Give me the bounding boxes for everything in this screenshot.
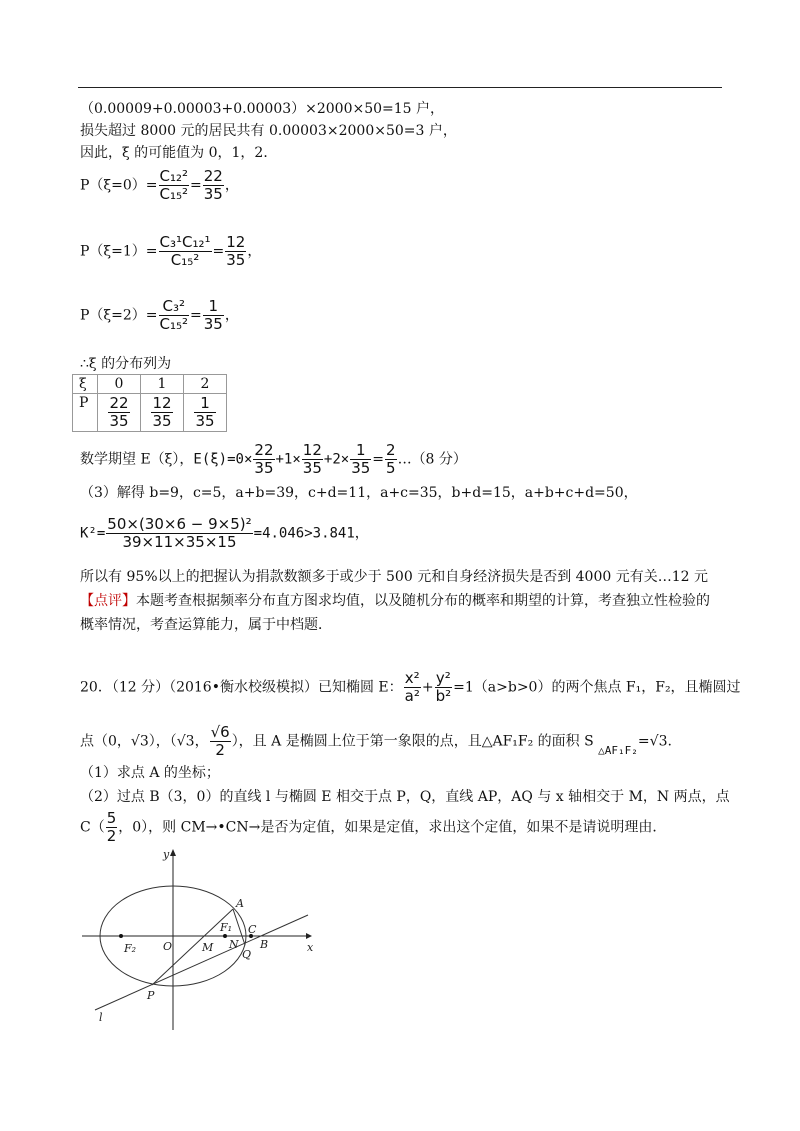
- header-rule: [78, 87, 722, 88]
- prob-label: P（ξ=1）=: [80, 243, 158, 260]
- y-axis-arrow-icon: [170, 849, 176, 856]
- label-y: y: [163, 848, 170, 861]
- label-l: l: [99, 1011, 103, 1024]
- result-fraction: $\frac{22}{35}$: [203, 167, 223, 203]
- problem-20-line-2: 点（0，√3），（√3， $\frac{√6}{2}$ ），且 A 是椭圆上位于第一象限的点，且△AF₁F₂ 的面积 S $_{\triangle AF_1F_2}$=√3.: [80, 723, 672, 759]
- table-cell: 1: [141, 375, 184, 394]
- question-2: （2）过点 B（3，0）的直线 l 与椭圆 E 相交于点 P，Q，直线 AP，AQ 与 x 轴相交于 M，N 两点，点: [80, 789, 730, 805]
- label-m: M: [202, 941, 214, 954]
- prob-label: P（ξ=2）=: [80, 307, 158, 324]
- expectation-line: 数学期望 E（ξ），E(ξ)=0× $\frac{22}{35}$ +1× $\frac{12}{35}$ +2× $\frac{1}{35}$ = $\frac{2}{5}$ …（8 分）: [80, 441, 467, 477]
- comment-line-1: 【点评】本题考查根据频率分布直方图求均值，以及随机分布的概率和期望的计算，考查独立性检验的: [80, 593, 710, 609]
- comb-fraction: $\frac{\text{C₃¹C₁₂¹}}{\text{C₁₅²}}$: [159, 233, 211, 269]
- point-f1: [223, 934, 227, 938]
- ellipse-figure: [80, 840, 340, 1040]
- label-n: N: [229, 938, 239, 951]
- problem-20-header: 20．（12 分）（2016•衡水校级模拟）已知椭圆 E： $\frac{\text{x²}}{\text{a²}}$ + $\frac{\text{y²}}{\text{b²}}$ =1（a>b>0）的两个焦点 F₁，F₂，且椭圆过: [80, 669, 741, 705]
- table-cell: ξ: [73, 375, 98, 394]
- conclusion-line: 所以有 95%以上的把握认为捐款数额多于或少于 500 元和自身经济损失是否到 4000 元有关…12 元: [80, 569, 708, 585]
- prob-xi-1: P（ξ=1）= $\frac{\text{C₃¹C₁₂¹}}{\text{C₁₅²}}$ = $\frac{12}{35}$ ，: [80, 233, 262, 269]
- label-f1: F₁: [220, 921, 233, 934]
- label-c: C: [248, 923, 257, 936]
- distribution-intro: ∴ξ 的分布列为: [80, 356, 172, 372]
- table-cell: $\frac{22}{35}$: [98, 394, 141, 432]
- prob-xi-2: P（ξ=2）= $\frac{\text{C₃²}}{\text{C₁₅²}}$ = $\frac{1}{35}$ ，: [80, 297, 239, 333]
- line-l: [95, 915, 308, 1010]
- chi-square-line: K²= $\frac{\text{50×(30×6 − 9×5)²}}{39\times 11\times 35\times 15}$ =4.046>3.841，: [80, 515, 369, 551]
- text-line-1: （0.00009+0.00003+0.00003）×2000×50=15 户，: [80, 101, 445, 117]
- comment-tag: 【点评】: [80, 593, 136, 609]
- part-3-line: （3）解得 b=9，c=5，a+b=39，c+d=11，a+c=35，b+d=15，a+b+c+d=50，: [80, 485, 638, 501]
- table-cell: $\frac{12}{35}$: [141, 394, 184, 432]
- result-fraction: $\frac{1}{35}$: [203, 297, 223, 333]
- text-line-2: 损失超过 8000 元的居民共有 0.00003×2000×50=3 户，: [80, 123, 457, 139]
- prob-label: P（ξ=0）=: [80, 177, 158, 194]
- label-q: Q: [242, 948, 252, 961]
- label-o: O: [163, 940, 173, 953]
- comb-fraction: $\frac{\text{C₃²}}{\text{C₁₅²}}$: [159, 297, 189, 333]
- table-cell: $\frac{1}{35}$: [184, 394, 227, 432]
- label-f2: F₂: [124, 942, 137, 955]
- label-a: A: [236, 897, 244, 910]
- table-cell: P: [73, 394, 98, 432]
- point-f2: [119, 934, 123, 938]
- table-cell: 2: [184, 375, 227, 394]
- x-axis-arrow-icon: [306, 933, 312, 939]
- result-fraction: $\frac{12}{35}$: [226, 233, 246, 269]
- text-line-3: 因此，ξ 的可能值为 0，1，2．: [80, 145, 278, 161]
- comb-fraction: $\frac{\text{C₁₂²}}{\text{C₁₅²}}$: [159, 167, 189, 203]
- comment-line-2: 概率情况，考查运算能力，属于中档题．: [80, 617, 332, 633]
- label-p: P: [147, 989, 155, 1002]
- question-1: （1）求点 A 的坐标；: [80, 765, 220, 781]
- distribution-table: [72, 374, 227, 432]
- table-row: [73, 375, 227, 394]
- label-x: x: [307, 941, 314, 954]
- question-2-cont: C（ $\frac{5}{2}$ ，0），则 CM→•CN→是否为定值，如果是定值，求出这个定值，如果不是请说明理由．: [80, 809, 667, 845]
- table-cell: 0: [98, 375, 141, 394]
- prob-xi-0: P（ξ=0）= $\frac{\text{C₁₂²}}{\text{C₁₅²}}$ = $\frac{22}{35}$ ，: [80, 167, 239, 203]
- table-row: [73, 394, 227, 432]
- label-b: B: [260, 938, 269, 951]
